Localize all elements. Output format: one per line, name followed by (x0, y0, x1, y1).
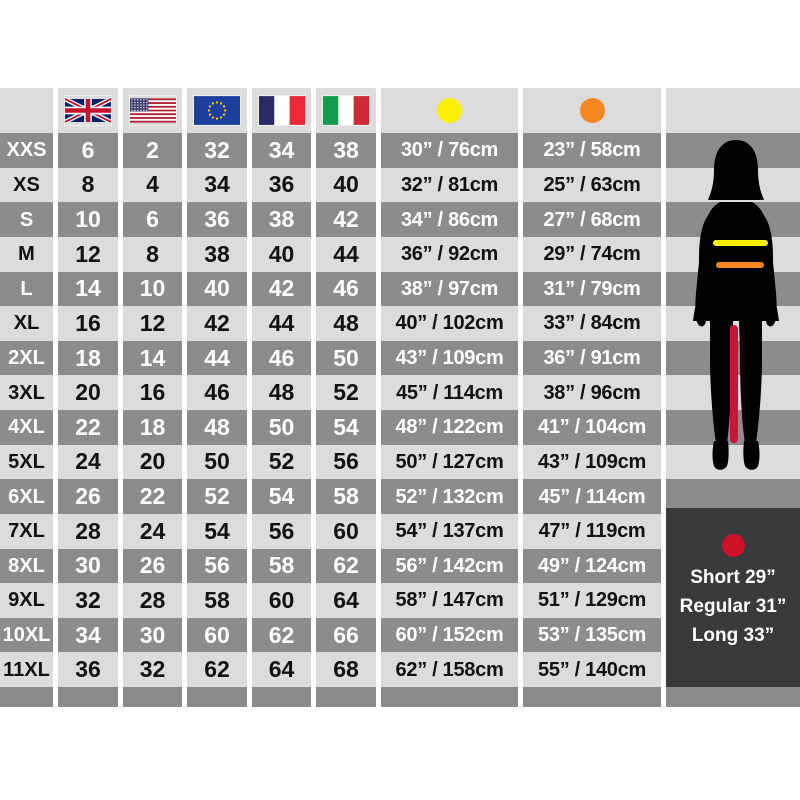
cell-it: 62 (316, 549, 376, 584)
cell-uk: 6 (58, 133, 118, 168)
bottom-stripe (0, 687, 53, 707)
cell-chest: 50” / 127cm (381, 445, 518, 480)
cell-eu: 54 (187, 514, 247, 549)
cell-us: 18 (123, 410, 182, 445)
cell-it: 44 (316, 237, 376, 272)
background-stripe (666, 375, 800, 410)
cell-eu: 42 (187, 306, 247, 341)
cell-chest: 40” / 102cm (381, 306, 518, 341)
leg-length-option: Long 33” (691, 625, 775, 646)
cell-fr: 54 (252, 479, 311, 514)
cell-fr: 48 (252, 375, 311, 410)
cell-chest: 48” / 122cm (381, 410, 518, 445)
cell-chest: 54” / 137cm (381, 514, 518, 549)
size-label: XL (0, 306, 53, 341)
cell-waist: 41” / 104cm (523, 410, 661, 445)
background-stripe (666, 272, 800, 307)
cell-waist: 27” / 68cm (523, 202, 661, 237)
cell-chest: 36” / 92cm (381, 237, 518, 272)
cell-uk: 30 (58, 549, 118, 584)
cell-waist: 38” / 96cm (523, 375, 661, 410)
cell-us: 2 (123, 133, 182, 168)
cell-us: 20 (123, 445, 182, 480)
cell-chest: 32” / 81cm (381, 168, 518, 203)
background-stripe (666, 687, 800, 707)
leg-length-marker-dot (722, 534, 745, 557)
cell-eu: 36 (187, 202, 247, 237)
cell-uk: 26 (58, 479, 118, 514)
cell-eu: 50 (187, 445, 247, 480)
cell-it: 66 (316, 618, 376, 653)
size-label: 3XL (0, 375, 53, 410)
cell-it: 42 (316, 202, 376, 237)
cell-uk: 34 (58, 618, 118, 653)
cell-eu: 34 (187, 168, 247, 203)
cell-uk: 22 (58, 410, 118, 445)
size-label: 10XL (0, 618, 53, 653)
cell-it: 48 (316, 306, 376, 341)
cell-us: 22 (123, 479, 182, 514)
background-stripe (666, 410, 800, 445)
cell-waist: 53” / 135cm (523, 618, 661, 653)
cell-us: 12 (123, 306, 182, 341)
size-table (0, 88, 800, 707)
cell-chest: 62” / 158cm (381, 652, 518, 687)
cell-eu: 52 (187, 479, 247, 514)
cell-fr: 44 (252, 306, 311, 341)
cell-uk: 28 (58, 514, 118, 549)
cell-waist: 25” / 63cm (523, 168, 661, 203)
cell-fr: 38 (252, 202, 311, 237)
cell-fr: 52 (252, 445, 311, 480)
cell-fr: 50 (252, 410, 311, 445)
cell-fr: 60 (252, 583, 311, 618)
chest-marker-dot (437, 98, 462, 123)
cell-eu: 60 (187, 618, 247, 653)
size-label: 6XL (0, 479, 53, 514)
cell-fr: 58 (252, 549, 311, 584)
cell-waist: 33” / 84cm (523, 306, 661, 341)
cell-us: 16 (123, 375, 182, 410)
cell-fr: 46 (252, 341, 311, 376)
us-flag (130, 96, 176, 125)
cell-it: 46 (316, 272, 376, 307)
header-cell-uk (58, 88, 118, 133)
header-cell-eu (187, 88, 247, 133)
cell-fr: 56 (252, 514, 311, 549)
bottom-stripe (123, 687, 182, 707)
cell-uk: 14 (58, 272, 118, 307)
cell-us: 14 (123, 341, 182, 376)
cell-uk: 18 (58, 341, 118, 376)
size-label: M (0, 237, 53, 272)
size-label: 4XL (0, 410, 53, 445)
cell-chest: 56” / 142cm (381, 549, 518, 584)
uk-flag (65, 96, 111, 125)
cell-chest: 45” / 114cm (381, 375, 518, 410)
france-flag (259, 96, 305, 125)
cell-eu: 62 (187, 652, 247, 687)
cell-fr: 42 (252, 272, 311, 307)
cell-uk: 24 (58, 445, 118, 480)
size-label: L (0, 272, 53, 307)
cell-eu: 38 (187, 237, 247, 272)
waist-marker-dot (580, 98, 605, 123)
size-label: 9XL (0, 583, 53, 618)
cell-uk: 36 (58, 652, 118, 687)
size-label: 7XL (0, 514, 53, 549)
background-stripe (666, 168, 800, 203)
cell-it: 50 (316, 341, 376, 376)
cell-us: 26 (123, 549, 182, 584)
header-cell-size (0, 88, 53, 133)
header-cell-waist (523, 88, 661, 133)
italy-flag (323, 96, 369, 125)
cell-waist: 55” / 140cm (523, 652, 661, 687)
cell-waist: 23” / 58cm (523, 133, 661, 168)
cell-waist: 45” / 114cm (523, 479, 661, 514)
cell-eu: 56 (187, 549, 247, 584)
cell-eu: 48 (187, 410, 247, 445)
leg-length-option: Short 29” (690, 567, 776, 588)
cell-us: 24 (123, 514, 182, 549)
eu-flag (194, 96, 240, 125)
cell-eu: 44 (187, 341, 247, 376)
size-label: 2XL (0, 341, 53, 376)
bottom-stripe (381, 687, 518, 707)
cell-eu: 46 (187, 375, 247, 410)
figure-panel (666, 88, 800, 707)
cell-chest: 38” / 97cm (381, 272, 518, 307)
cell-us: 6 (123, 202, 182, 237)
cell-it: 60 (316, 514, 376, 549)
cell-waist: 49” / 124cm (523, 549, 661, 584)
cell-chest: 30” / 76cm (381, 133, 518, 168)
header-cell-chest (381, 88, 518, 133)
cell-waist: 43” / 109cm (523, 445, 661, 480)
cell-eu: 32 (187, 133, 247, 168)
bottom-stripe (252, 687, 311, 707)
cell-uk: 8 (58, 168, 118, 203)
cell-us: 4 (123, 168, 182, 203)
cell-it: 40 (316, 168, 376, 203)
cell-us: 32 (123, 652, 182, 687)
cell-it: 56 (316, 445, 376, 480)
cell-eu: 58 (187, 583, 247, 618)
background-stripe (666, 133, 800, 168)
bottom-stripe (316, 687, 376, 707)
background-stripe (666, 202, 800, 237)
size-label: 11XL (0, 652, 53, 687)
cell-it: 38 (316, 133, 376, 168)
cell-chest: 60” / 152cm (381, 618, 518, 653)
background-stripe (666, 237, 800, 272)
bottom-stripe (58, 687, 118, 707)
cell-fr: 64 (252, 652, 311, 687)
header-cell-us (123, 88, 182, 133)
cell-it: 54 (316, 410, 376, 445)
cell-uk: 32 (58, 583, 118, 618)
size-label: 5XL (0, 445, 53, 480)
cell-eu: 40 (187, 272, 247, 307)
cell-fr: 40 (252, 237, 311, 272)
cell-chest: 43” / 109cm (381, 341, 518, 376)
cell-chest: 34” / 86cm (381, 202, 518, 237)
cell-uk: 12 (58, 237, 118, 272)
cell-it: 58 (316, 479, 376, 514)
cell-fr: 36 (252, 168, 311, 203)
cell-uk: 10 (58, 202, 118, 237)
cell-chest: 52” / 132cm (381, 479, 518, 514)
cell-it: 64 (316, 583, 376, 618)
background-stripe (666, 445, 800, 480)
cell-fr: 34 (252, 133, 311, 168)
bottom-stripe (523, 687, 661, 707)
cell-waist: 31” / 79cm (523, 272, 661, 307)
leg-length-legend (666, 508, 800, 687)
background-stripe (666, 306, 800, 341)
header-cell-fr (252, 88, 311, 133)
cell-us: 28 (123, 583, 182, 618)
cell-uk: 16 (58, 306, 118, 341)
bottom-stripe (187, 687, 247, 707)
cell-waist: 36” / 91cm (523, 341, 661, 376)
cell-it: 52 (316, 375, 376, 410)
header-cell-it (316, 88, 376, 133)
cell-waist: 29” / 74cm (523, 237, 661, 272)
background-stripe (666, 341, 800, 376)
size-label: S (0, 202, 53, 237)
cell-chest: 58” / 147cm (381, 583, 518, 618)
size-label: 8XL (0, 549, 53, 584)
cell-us: 30 (123, 618, 182, 653)
cell-waist: 47” / 119cm (523, 514, 661, 549)
cell-it: 68 (316, 652, 376, 687)
cell-fr: 62 (252, 618, 311, 653)
cell-us: 8 (123, 237, 182, 272)
size-label: XXS (0, 133, 53, 168)
leg-length-option: Regular 31” (679, 596, 787, 617)
cell-uk: 20 (58, 375, 118, 410)
cell-us: 10 (123, 272, 182, 307)
cell-waist: 51” / 129cm (523, 583, 661, 618)
size-label: XS (0, 168, 53, 203)
